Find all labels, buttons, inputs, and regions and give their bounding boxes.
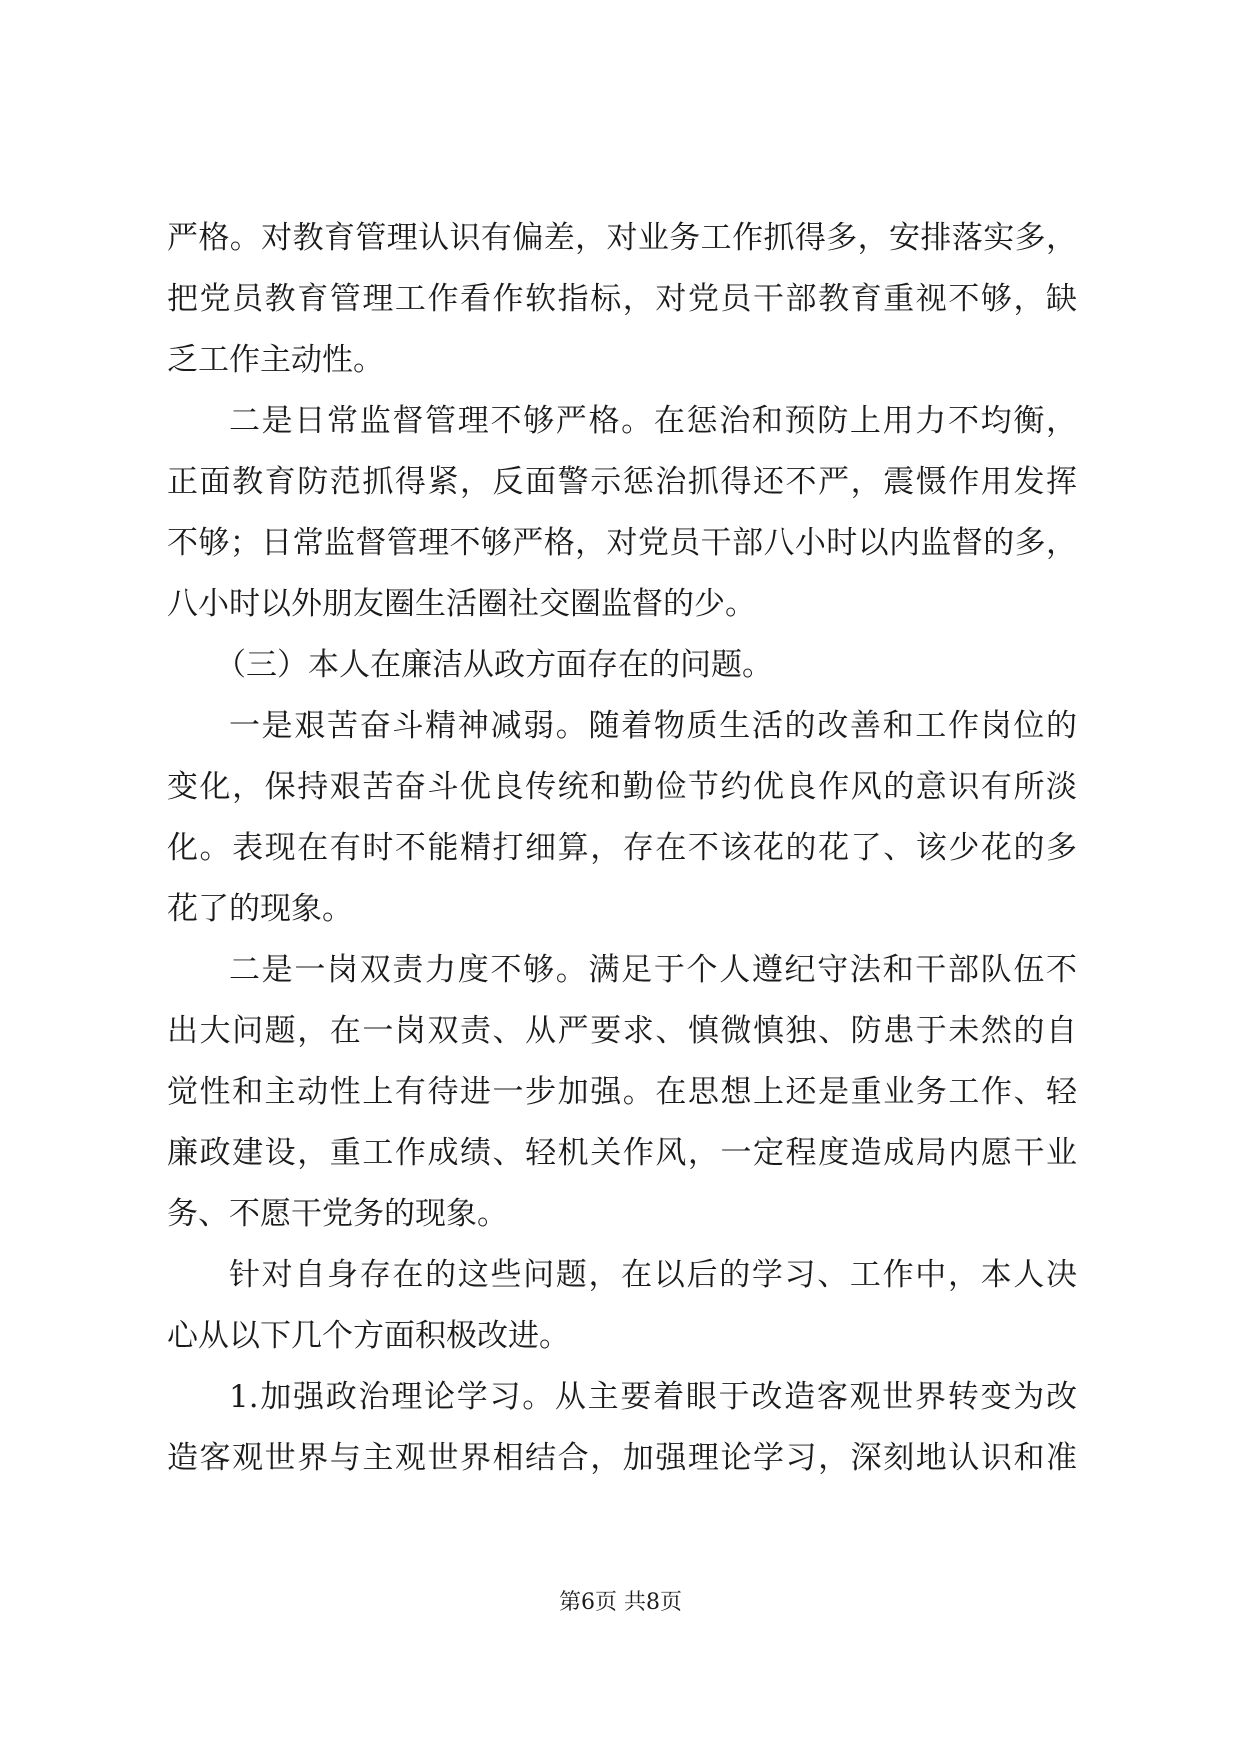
document-body (167, 208, 1077, 1489)
text-line: 八小时以外朋友圈生活圈社交圈监督的少。 (167, 586, 756, 622)
text-line: 乏工作主动性。 (167, 342, 384, 378)
text-line: 针对自身存在的这些问题，在以后的学习、工作中，本人决 (229, 1257, 1077, 1293)
text-line: 把党员教育管理工作看作软指标，对党员干部教育重视不够，缺 (167, 281, 1077, 317)
page-footer: 第6页 共8页 (559, 1590, 682, 1615)
section-heading: （三）本人在廉洁从政方面存在的问题。 (215, 647, 773, 683)
text-line: 花了的现象。 (167, 891, 353, 927)
text-line: 1.加强政治理论学习。从主要着眼于改造客观世界转变为改 (229, 1379, 1077, 1415)
text-line: 变化，保持艰苦奋斗优良传统和勤俭节约优良作风的意识有所淡 (167, 769, 1077, 805)
text-line: 廉政建设，重工作成绩、轻机关作风，一定程度造成局内愿干业 (167, 1135, 1077, 1171)
text-line: 务、不愿干党务的现象。 (167, 1196, 508, 1232)
text-line: 正面教育防范抓得紧，反面警示惩治抓得还不严，震慑作用发挥 (167, 464, 1077, 500)
text-line: 造客观世界与主观世界相结合，加强理论学习，深刻地认识和准 (167, 1440, 1077, 1476)
text-line: 二是日常监督管理不够严格。在惩治和预防上用力不均衡， (229, 403, 1077, 439)
text-line: 二是一岗双责力度不够。满足于个人遵纪守法和干部队伍不 (229, 952, 1077, 988)
text-line: 心从以下几个方面积极改进。 (167, 1318, 570, 1354)
text-line: 出大问题，在一岗双责、从严要求、慎微慎独、防患于未然的自 (167, 1013, 1077, 1049)
text-line: 一是艰苦奋斗精神减弱。随着物质生活的改善和工作岗位的 (229, 708, 1077, 744)
text-line: 觉性和主动性上有待进一步加强。在思想上还是重业务工作、轻 (167, 1074, 1077, 1110)
text-line: 不够；日常监督管理不够严格，对党员干部八小时以内监督的多， (167, 525, 1077, 561)
text-line: 化。表现在有时不能精打细算，存在不该花的花了、该少花的多 (167, 830, 1077, 866)
text-line: 严格。对教育管理认识有偏差，对业务工作抓得多，安排落实多， (167, 220, 1077, 256)
